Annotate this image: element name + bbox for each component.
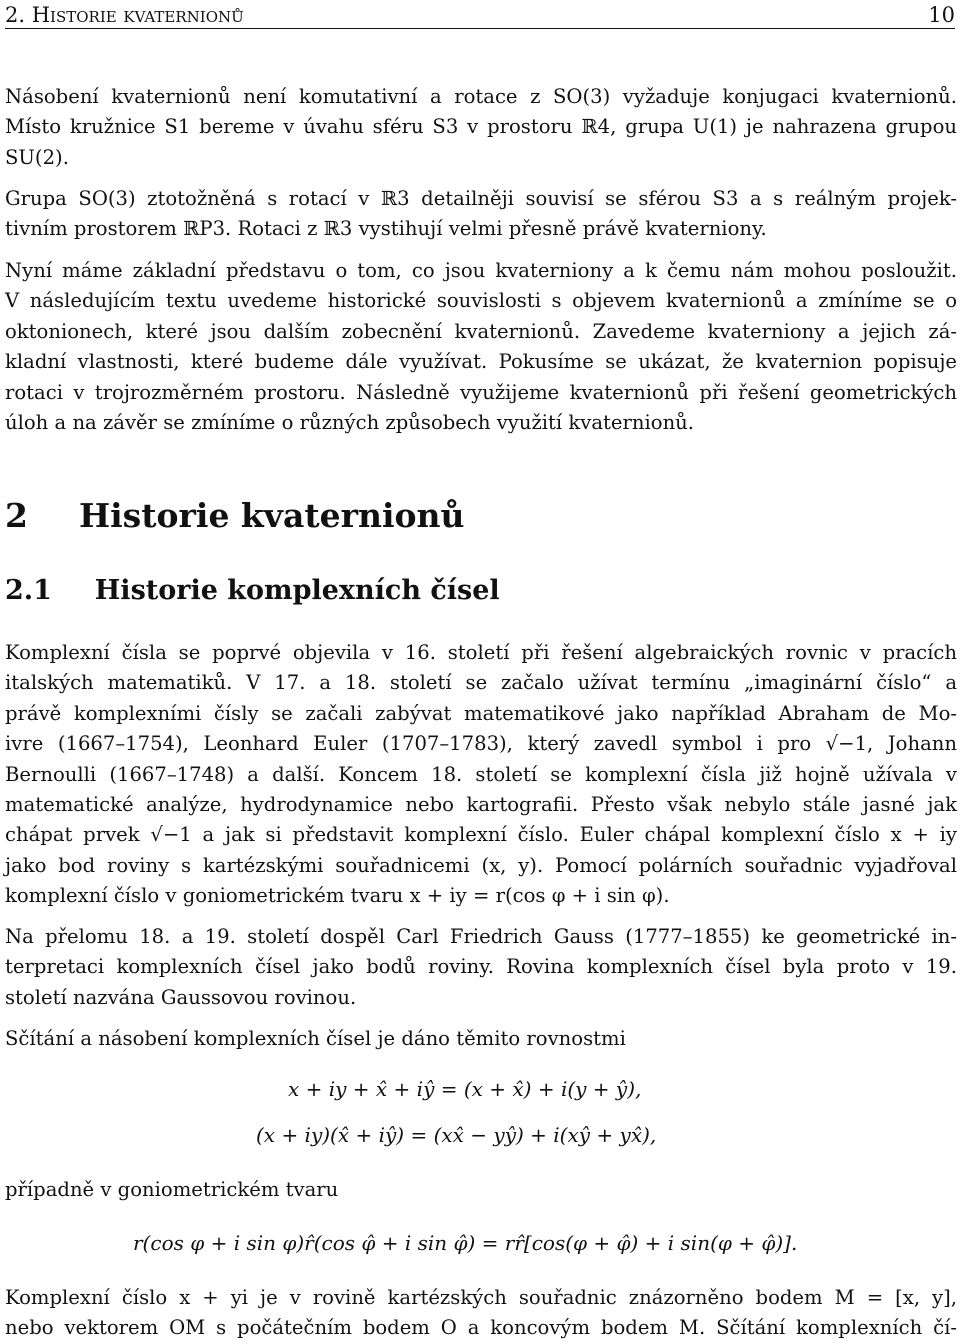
text-line: chápat prvek √−1 a jak si představit komplexní číslo. Euler chápal komplexní číslo x + iy [5, 823, 957, 847]
body-paragraph-3 [5, 1024, 957, 1054]
text-line: nebo vektorem OM s počátečním bodem O a koncovým bodem M. Sčítání komplexních čí- [5, 1316, 957, 1340]
text-line: oktonionech, které jsou dalším zobecnění kvaternionů. Zavedeme kvaterniony a jejich zá- [5, 319, 957, 343]
running-header [5, 2, 955, 29]
text-line: Místo kružnice S1 bereme v úvahu sféru S3 v prostoru ℝ4, grupa U(1) je nahrazena grupou [5, 115, 957, 139]
subsection-number: 2.1 [5, 575, 52, 606]
header-section-title: 2. Historie kvaternionů [5, 3, 244, 27]
body-paragraph-1 [5, 638, 957, 912]
text-line: Násobení kvaternionů není komutativní a rotace z SO(3) vyžaduje konjugaci kvaternionů. [5, 85, 957, 108]
text-line: terpretaci komplexních čísel jako bodů roviny. Rovina komplexních čísel byla proto v 19. [5, 955, 957, 979]
body-paragraph-4 [5, 1175, 957, 1205]
text-line: ivre (1667–1754), Leonhard Euler (1707–1783), který zavedl symbol i pro √−1, Johann [5, 732, 957, 756]
intro-paragraph-2 [5, 184, 957, 245]
text-line: komplexní číslo v goniometrickém tvaru x + iy = r(cos φ + i sin φ). [5, 884, 670, 908]
text-line: rotaci v trojrozměrném prostoru. Následně využijeme kvaternionů při řešení geometrických [5, 380, 957, 404]
body-paragraph-5 [5, 1283, 957, 1344]
text-line: úloh a na závěr se zmíníme o různých způsobech využití kvaternionů. [5, 411, 695, 435]
body-paragraph-2 [5, 922, 957, 1013]
text-line: případně v goniometrickém tvaru [5, 1178, 339, 1201]
text-line: tivním prostorem ℝP3. Rotaci z ℝ3 vystihují velmi přesně právě kvaterniony. [5, 217, 767, 241]
text-line: právě komplexními čísly se začali zabývat matematikové jako například Abraham de Mo- [5, 701, 957, 725]
text-line: Komplexní číslo x + yi je v rovině kartézských souřadnic znázorněno bodem M = [x, y], [5, 1286, 957, 1309]
equation-polar-product: r(cos φ + i sin φ)r̂(cos φ̂ + i sin φ̂) = rr̂[cos(φ + φ̂) + i sin(φ + φ̂)]. [133, 1231, 798, 1255]
text-line: Bernoulli (1667–1748) a další. Koncem 18. století se komplexní čísla již hojně užívala v [5, 762, 957, 786]
equation-multiplication: (x + iy)(x̂ + iŷ) = (xx̂ − yŷ) + i(xŷ + yx̂), [256, 1123, 657, 1147]
text-line: Grupa SO(3) ztotožněná s rotací v ℝ3 detailněji souvisí se sférou S3 a s reálným projek- [5, 187, 957, 210]
section-title: Historie kvaternionů [78, 496, 465, 535]
subsection-title: Historie komplexních čísel [94, 575, 500, 606]
text-line: V následujícím textu uvedeme historické souvislosti s objevem kvaternionů a zmíníme se o [5, 289, 957, 313]
intro-paragraph-1 [5, 82, 957, 173]
text-line: italských matematiků. V 17. a 18. století se začalo užívat termínu „imaginární číslo“ a [5, 671, 957, 695]
section-number: 2 [5, 496, 28, 535]
text-line: SU(2). [5, 145, 69, 169]
subsection-heading [5, 574, 500, 608]
text-line: Nyní máme základní představu o tom, co jsou kvaterniony a k čemu nám mohou posloužit. [5, 259, 957, 282]
text-line: Komplexní čísla se poprvé objevila v 16. století při řešení algebraických rovnic v pracích [5, 641, 957, 664]
text-line: Sčítání a násobení komplexních čísel je dáno těmito rovnostmi [5, 1027, 626, 1050]
text-line: jako bod roviny s kartézskými souřadnicemi (x, y). Pomocí polárních souřadnic vyjadřoval [5, 853, 957, 877]
text-line: Na přelomu 18. a 19. století dospěl Carl Friedrich Gauss (1777–1855) ke geometrické in- [5, 925, 957, 948]
page-number: 10 [928, 3, 955, 27]
equation-addition: x + iy + x̂ + iŷ = (x + x̂) + i(y + ŷ), [288, 1077, 642, 1101]
text-line: matematické analýze, hydrodynamice nebo kartografii. Přesto však nebylo stále jasné jak [5, 793, 957, 817]
section-heading [5, 496, 465, 536]
text-line: kladní vlastnosti, které budeme dále využívat. Pokusíme se ukázat, že kvaternion popisuje [5, 350, 957, 374]
text-line: století nazvána Gaussovou rovinou. [5, 985, 357, 1009]
intro-paragraph-3 [5, 256, 957, 438]
